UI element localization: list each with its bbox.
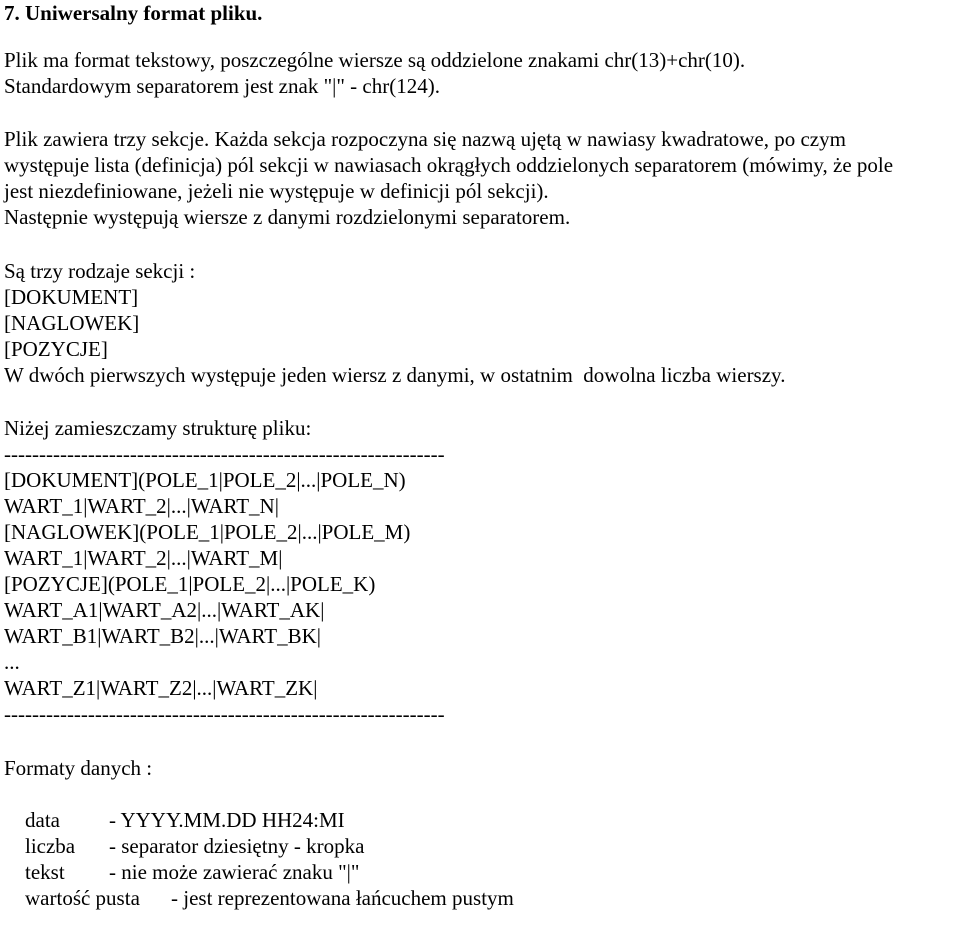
structure-intro: Niżej zamieszczamy strukturę pliku: xyxy=(4,416,312,440)
structure-line: [DOKUMENT](POLE_1|POLE_2|...|POLE_N) xyxy=(4,468,406,492)
description-line-3: jest niezdefiniowane, jeżeli nie występuje w definicji pól sekcji). xyxy=(4,179,549,203)
format-key: data xyxy=(25,808,60,832)
section-item: [POZYCJE] xyxy=(4,337,108,361)
structure-line: WART_A1|WART_A2|...|WART_AK| xyxy=(4,598,325,622)
format-key: wartość pusta xyxy=(25,886,140,910)
formats-intro: Formaty danych : xyxy=(4,756,153,780)
structure-separator-top: --------------------------------------------------------------- xyxy=(4,442,445,466)
intro-line-2: Standardowym separatorem jest znak "|" - chr(124). xyxy=(4,74,440,98)
format-key: tekst xyxy=(25,860,65,884)
structure-line: [NAGLOWEK](POLE_1|POLE_2|...|POLE_M) xyxy=(4,520,411,544)
format-row xyxy=(4,859,514,937)
structure-line: WART_1|WART_2|...|WART_N| xyxy=(4,494,279,518)
structure-separator-bottom: --------------------------------------------------------------- xyxy=(4,702,445,726)
format-value: - separator dziesiętny - kropka xyxy=(109,834,365,858)
structure-line: WART_1|WART_2|...|WART_M| xyxy=(4,546,283,570)
section-item: [NAGLOWEK] xyxy=(4,311,140,335)
description-line-2: występuje lista (definicja) pól sekcji w nawiasach okrągłych oddzielonych separatorem (mówimy, że pole xyxy=(4,153,894,177)
intro-line-1: Plik ma format tekstowy, poszczególne wiersze są oddzielone znakami chr(13)+chr(10). xyxy=(4,48,746,72)
sections-intro: Są trzy rodzaje sekcji : xyxy=(4,259,196,283)
structure-line: WART_B1|WART_B2|...|WART_BK| xyxy=(4,624,321,648)
format-value: - nie może zawierać znaku "|" xyxy=(109,860,360,884)
description-line-1: Plik zawiera trzy sekcje. Każda sekcja rozpoczyna się nazwą ujętą w nawiasy kwadratowe, po czym xyxy=(4,127,846,151)
structure-line: ... xyxy=(4,650,20,674)
format-value: - YYYY.MM.DD HH24:MI xyxy=(109,808,345,832)
format-key: liczba xyxy=(25,834,76,858)
format-value: - jest reprezentowana łańcuchem pustym xyxy=(171,886,514,910)
description-line-4: Następnie występują wiersze z danymi rozdzielonymi separatorem. xyxy=(4,205,571,229)
section-heading: 7. Uniwersalny format pliku. xyxy=(4,1,263,25)
structure-line: WART_Z1|WART_Z2|...|WART_ZK| xyxy=(4,676,318,700)
section-item: [DOKUMENT] xyxy=(4,285,139,309)
structure-line: [POZYCJE](POLE_1|POLE_2|...|POLE_K) xyxy=(4,572,376,596)
sections-note: W dwóch pierwszych występuje jeden wiersz z danymi, w ostatnim dowolna liczba wierszy. xyxy=(4,363,786,387)
